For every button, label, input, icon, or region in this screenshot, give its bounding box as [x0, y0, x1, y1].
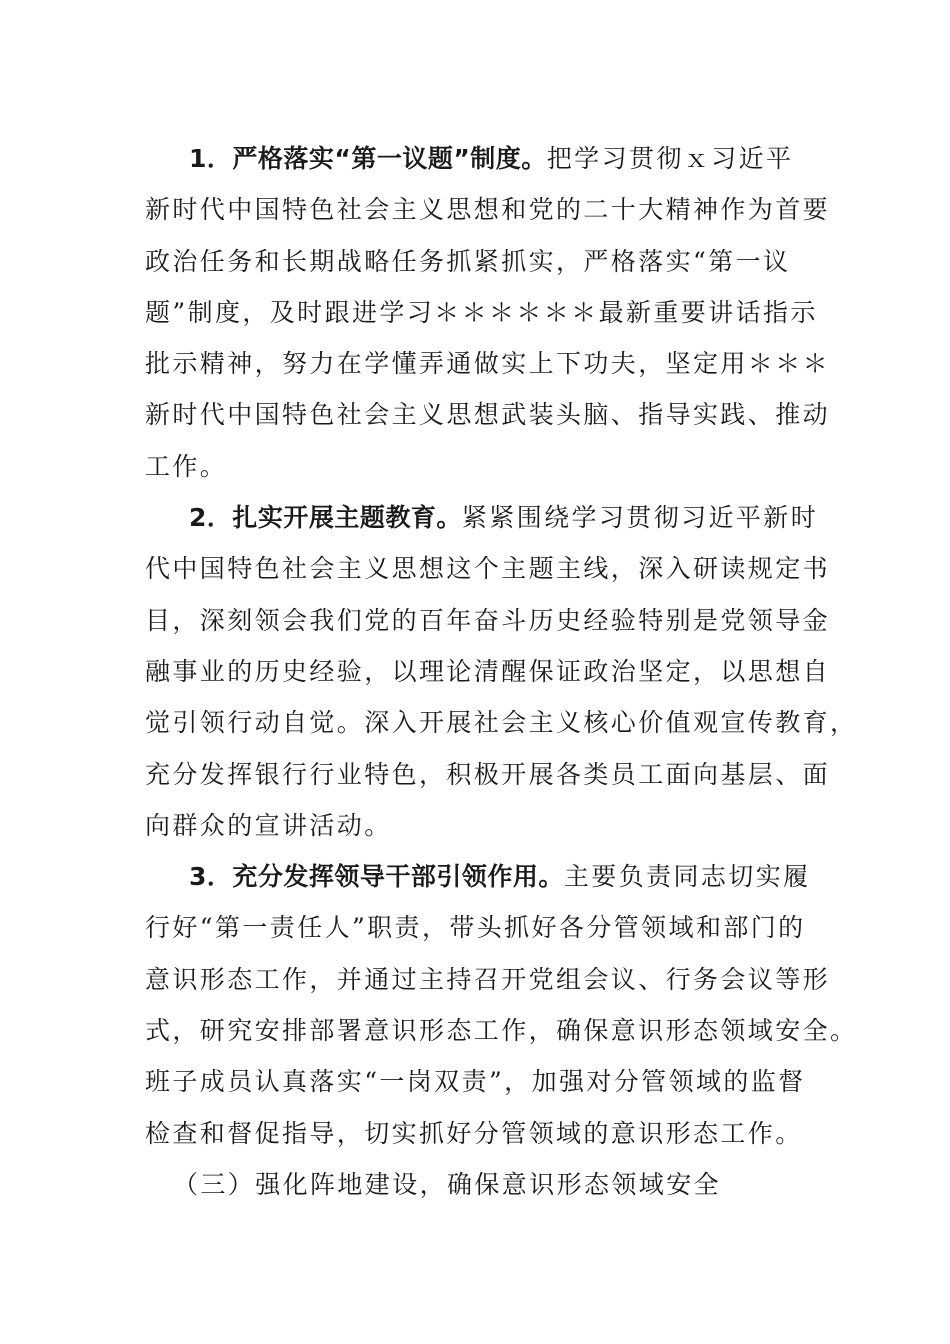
item-3-heading: 3．充分发挥领导干部引领作用。 — [189, 862, 564, 892]
paragraph-2-line-1 — [145, 492, 819, 543]
paragraph-2-line: 代中国特色社会主义思想这个主题主线，深入研读规定书 — [145, 554, 831, 584]
section-heading: （三）强化阵地建设，确保意识形态领域安全 — [173, 1169, 722, 1199]
paragraph-2-line: 向群众的宣讲活动。 — [145, 810, 392, 840]
paragraph-1-line: 新时代中国特色社会主义思想武装头脑、指导实践、推动 — [145, 400, 831, 430]
paragraph-2-line: 觉引领行动自觉。深入开展社会主义核心价值观宣传教育， — [145, 708, 858, 738]
paragraph-3-line: 式，研究安排部署意识形态工作，确保意识形态领域安全。 — [145, 1016, 858, 1046]
paragraph-3-line: 检查和督促指导，切实抓好分管领域的意识形态工作。 — [145, 1118, 803, 1148]
paragraph-3-line: 意识形态工作，并通过主持召开党组会议、行务会议等形 — [145, 964, 831, 994]
paragraph-1-line: 工作。 — [145, 451, 228, 481]
paragraph-1-line: 批示精神，努力在学懂弄通做实上下功夫，坚定用＊＊＊ — [145, 349, 831, 379]
item-2-text: 紧紧围绕学习贯彻习近平新时 — [461, 503, 819, 533]
document-page — [145, 133, 858, 1210]
paragraph-1-line: 题”制度，及时跟进学习＊＊＊＊＊＊最新重要讲话指示 — [145, 297, 818, 327]
paragraph-2-line: 融事业的历史经验，以理论清醒保证政治坚定，以思想自 — [145, 656, 831, 686]
paragraph-2-line: 充分发挥银行行业特色，积极开展各类员工面向基层、面 — [145, 759, 831, 789]
paragraph-2-line: 目，深刻领会我们党的百年奋斗历史经验特别是党领导金 — [145, 605, 831, 635]
paragraph-3-line: 行好“第一责任人”职责，带头抓好各分管领域和部门的 — [145, 913, 806, 943]
paragraph-1-line-1 — [145, 133, 795, 184]
paragraph-1-line: 政治任务和长期战略任务抓紧抓实，严格落实“第一议 — [145, 246, 791, 276]
item-1-text: 把学习贯彻ｘ习近平 — [546, 144, 794, 173]
paragraph-1-line: 新时代中国特色社会主义思想和党的二十大精神作为首要 — [145, 195, 831, 225]
paragraph-3-line: 班子成员认真落实“一岗双责”，加强对分管领域的监督 — [145, 1067, 806, 1097]
paragraph-3-line-1 — [145, 851, 811, 902]
item-1-heading: 1．严格落实“第一议题”制度。 — [189, 144, 547, 173]
item-2-heading: 2．扎实开展主题教育。 — [189, 503, 462, 533]
item-3-text: 主要负责同志切实履 — [563, 862, 811, 892]
